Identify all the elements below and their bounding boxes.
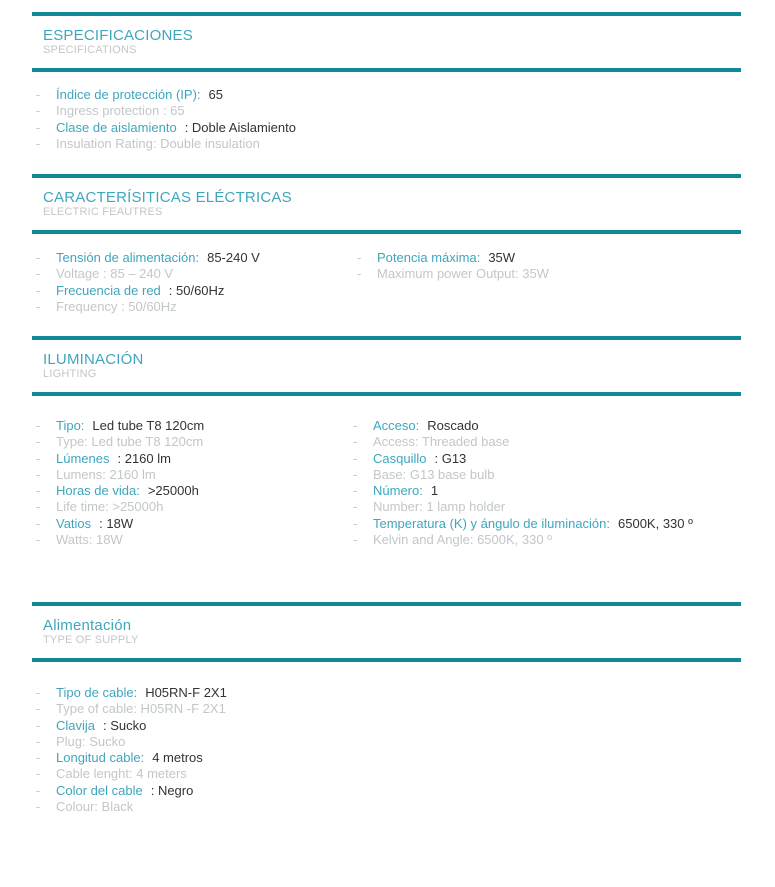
section-rule-top-electric — [32, 174, 741, 178]
dash-bullet: - — [36, 701, 41, 717]
supply-list — [36, 685, 227, 815]
spec-value: : Doble Aislamiento — [184, 119, 296, 135]
dash-bullet: - — [36, 515, 41, 531]
section-title-electric: CARACTERÍSITICAS ELÉCTRICAS — [43, 189, 292, 206]
section-rule-top-supply — [32, 602, 741, 606]
spec-item — [353, 532, 693, 548]
electric-list-left — [36, 250, 260, 315]
spec-translation: Colour: Black — [56, 799, 134, 815]
spec-value: : Negro — [150, 782, 194, 798]
spec-translation: Kelvin and Angle: 6500K, 330 º — [373, 532, 552, 548]
spec-value: 6500K, 330 º — [618, 515, 693, 531]
dash-bullet: - — [353, 450, 358, 466]
dash-bullet: - — [36, 282, 41, 298]
spec-translation: Insulation Rating: Double insulation — [56, 135, 260, 151]
spec-item — [36, 418, 204, 434]
spec-translation: Type: Led tube T8 120cm — [56, 434, 204, 450]
dash-bullet: - — [36, 135, 41, 151]
dash-bullet: - — [36, 266, 41, 282]
spec-value: Led tube T8 120cm — [92, 418, 205, 433]
spec-item — [36, 283, 260, 299]
dash-bullet: - — [36, 532, 41, 548]
dash-bullet: - — [353, 434, 358, 450]
spec-value: 1 — [430, 483, 439, 499]
spec-value: : 18W — [99, 515, 134, 531]
spec-translation: Access: Threaded base — [373, 434, 510, 450]
section-rule-top-lighting — [32, 336, 741, 340]
specs-list — [36, 87, 296, 152]
dash-bullet: - — [36, 483, 41, 499]
section-subtitle-supply: TYPE OF SUPPLY — [43, 634, 139, 646]
spec-item — [36, 516, 204, 532]
dash-bullet: - — [357, 250, 362, 265]
spec-translation: Cable lenght: 4 meters — [56, 766, 187, 782]
dash-bullet: - — [353, 466, 358, 482]
dash-bullet: - — [36, 685, 41, 700]
spec-item — [36, 136, 296, 152]
spec-label: Índice de protección (IP): — [56, 87, 201, 102]
dash-bullet: - — [36, 766, 41, 782]
spec-translation: Base: G13 base bulb — [373, 466, 495, 482]
spec-item — [36, 434, 204, 450]
dash-bullet: - — [36, 799, 41, 815]
dash-bullet: - — [36, 103, 41, 119]
spec-label: Clase de aislamiento — [56, 119, 177, 135]
spec-value: : Sucko — [103, 717, 147, 733]
spec-item — [36, 451, 204, 467]
spec-label: Clavija — [56, 717, 96, 733]
spec-item — [353, 467, 693, 483]
spec-item — [353, 434, 693, 450]
spec-item — [353, 516, 693, 532]
dash-bullet: - — [36, 87, 41, 102]
spec-item — [36, 483, 204, 499]
spec-value: 65 — [208, 87, 223, 102]
spec-item — [36, 532, 204, 548]
dash-bullet: - — [36, 717, 41, 733]
spec-label: Vatios — [56, 515, 92, 531]
section-rule-bottom-lighting — [32, 392, 741, 396]
spec-item — [357, 266, 549, 282]
section-rule-top-specs — [32, 12, 741, 16]
spec-label: Tipo: — [56, 418, 85, 433]
dash-bullet: - — [36, 750, 41, 766]
spec-label: Número: — [373, 483, 423, 499]
dash-bullet: - — [36, 733, 41, 749]
spec-label: Potencia máxima: — [377, 250, 481, 265]
spec-item — [353, 451, 693, 467]
dash-bullet: - — [36, 466, 41, 482]
spec-translation: Life time: >25000h — [56, 499, 164, 515]
spec-item — [36, 783, 227, 799]
section-title-specs: ESPECIFICACIONES — [43, 27, 193, 44]
dash-bullet: - — [353, 532, 358, 548]
spec-label: Longitud cable: — [56, 750, 145, 766]
spec-label: Horas de vida: — [56, 483, 140, 499]
spec-label: Frecuencia de red — [56, 282, 161, 298]
spec-translation: Type of cable: H05RN -F 2X1 — [56, 701, 226, 717]
spec-item — [36, 103, 296, 119]
spec-item — [36, 250, 260, 266]
spec-value: H05RN-F 2X1 — [145, 685, 227, 700]
dash-bullet: - — [357, 266, 362, 282]
spec-value: 85-240 V — [207, 250, 260, 265]
dash-bullet: - — [36, 418, 41, 433]
section-rule-bottom-specs — [32, 68, 741, 72]
dash-bullet: - — [36, 298, 41, 314]
spec-value: Roscado — [427, 418, 479, 433]
spec-item — [353, 418, 693, 434]
spec-item — [36, 701, 227, 717]
spec-translation: Lumens: 2160 lm — [56, 466, 156, 482]
spec-translation: Watts: 18W — [56, 532, 123, 548]
spec-value: >25000h — [147, 483, 199, 499]
spec-item — [353, 483, 693, 499]
spec-label: Acceso: — [373, 418, 420, 433]
spec-value: : 2160 lm — [117, 450, 171, 466]
spec-item — [36, 799, 227, 815]
spec-item — [36, 766, 227, 782]
dash-bullet: - — [36, 434, 41, 450]
section-subtitle-electric: ELECTRIC FEAUTRES — [43, 206, 163, 218]
dash-bullet: - — [36, 782, 41, 798]
dash-bullet: - — [36, 250, 41, 265]
spec-translation: Frequency : 50/60Hz — [56, 298, 177, 314]
spec-label: Tipo de cable: — [56, 685, 138, 700]
spec-translation: Plug: Sucko — [56, 733, 126, 749]
section-title-lighting: ILUMINACIÓN — [43, 351, 144, 368]
spec-label: Temperatura (K) y ángulo de iluminación: — [373, 515, 611, 531]
section-subtitle-lighting: LIGHTING — [43, 368, 97, 380]
spec-item — [36, 685, 227, 701]
spec-item — [36, 299, 260, 315]
lighting-list-right — [353, 418, 693, 548]
spec-item — [36, 87, 296, 103]
spec-item — [36, 718, 227, 734]
section-rule-bottom-electric — [32, 230, 741, 234]
spec-item — [36, 467, 204, 483]
spec-value: : G13 — [434, 450, 467, 466]
spec-item — [357, 250, 549, 266]
lighting-list-left — [36, 418, 204, 548]
spec-item — [36, 734, 227, 750]
spec-translation: Maximum power Output: 35W — [377, 266, 549, 282]
spec-translation: Voltage : 85 – 240 V — [56, 266, 174, 282]
dash-bullet: - — [353, 418, 358, 433]
spec-item — [36, 499, 204, 515]
spec-label: Casquillo — [373, 450, 427, 466]
spec-translation: Number: 1 lamp holder — [373, 499, 506, 515]
section-subtitle-specs: SPECIFICATIONS — [43, 44, 137, 56]
dash-bullet: - — [353, 483, 358, 499]
section-rule-bottom-supply — [32, 658, 741, 662]
spec-value: : 50/60Hz — [168, 282, 225, 298]
dash-bullet: - — [36, 119, 41, 135]
dash-bullet: - — [36, 499, 41, 515]
spec-item — [36, 266, 260, 282]
spec-item — [36, 120, 296, 136]
spec-label: Color del cable — [56, 782, 143, 798]
spec-item — [353, 499, 693, 515]
spec-label: Tensión de alimentación: — [56, 250, 200, 265]
spec-item — [36, 750, 227, 766]
dash-bullet: - — [353, 515, 358, 531]
section-title-supply: Alimentación — [43, 617, 132, 634]
dash-bullet: - — [353, 499, 358, 515]
electric-list-right — [357, 250, 549, 283]
dash-bullet: - — [36, 450, 41, 466]
spec-value: 4 metros — [152, 750, 203, 766]
spec-translation: Ingress protection : 65 — [56, 103, 185, 119]
spec-value: 35W — [488, 250, 516, 265]
spec-label: Lúmenes — [56, 450, 110, 466]
